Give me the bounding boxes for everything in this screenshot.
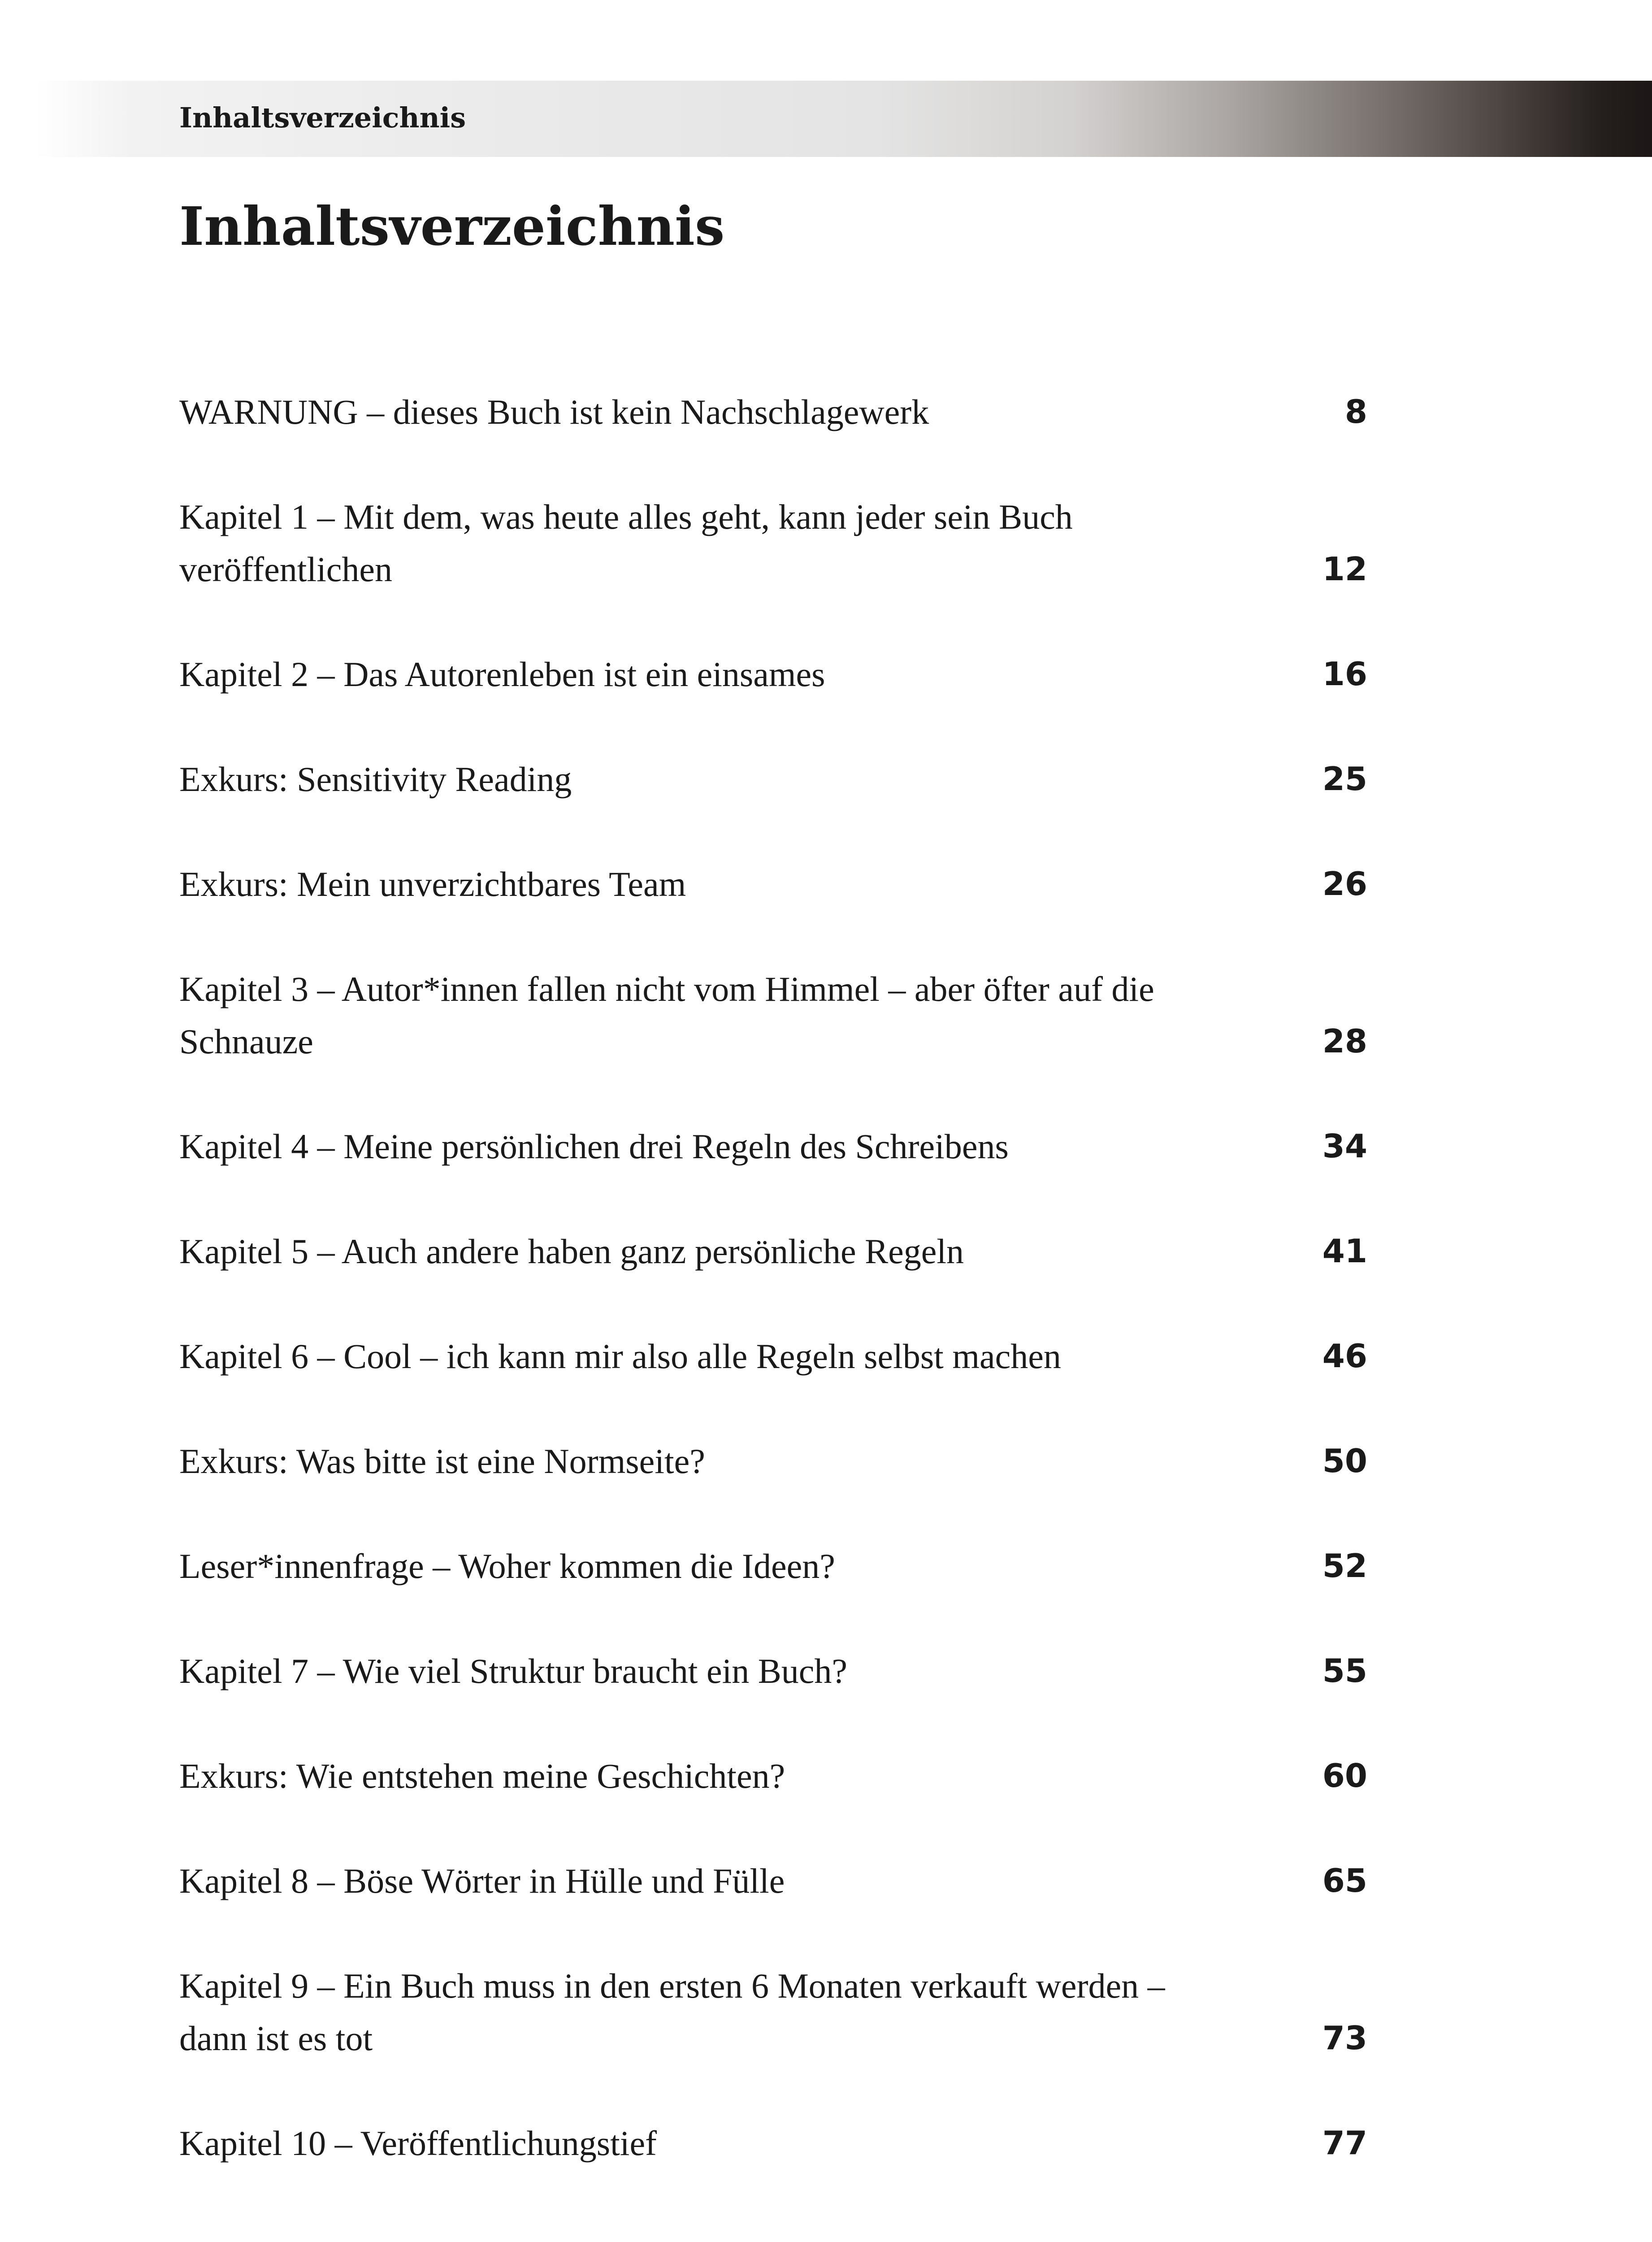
toc-entry-title <box>179 858 1291 910</box>
toc-entry-title-line: Kapitel 4 – Meine persönlichen drei Regeln des Schreibens <box>179 1127 1009 1166</box>
toc-entry-title-line: Schnauze <box>179 1022 313 1061</box>
toc-entry-title-line: Kapitel 7 – Wie viel Struktur braucht ein Buch? <box>179 1651 848 1690</box>
toc-entry-page-number: 52 <box>1322 1547 1367 1585</box>
toc-entry-page-number: 50 <box>1322 1442 1367 1480</box>
toc-entry-page-number: 12 <box>1322 550 1367 588</box>
toc-entry-page-number: 25 <box>1322 760 1367 798</box>
toc-entry <box>179 1540 1367 1592</box>
toc-entry-page-number: 8 <box>1344 393 1367 430</box>
toc-entry-title <box>179 2117 1291 2169</box>
toc-entry-title-line: Kapitel 9 – Ein Buch muss in den ersten 6 Monaten verkauft werden – <box>179 1966 1165 2005</box>
toc-entry <box>179 1645 1367 1697</box>
toc-entry-title <box>179 753 1291 805</box>
toc-entry-title <box>179 491 1291 595</box>
toc-entry-page-number: 73 <box>1322 2019 1367 2057</box>
toc-entry-title <box>179 1435 1291 1487</box>
toc-entry <box>179 1750 1367 1802</box>
toc-entry-page-number: 55 <box>1322 1652 1367 1690</box>
toc-entry-title-line: Kapitel 10 – Veröffentlichungstief <box>179 2124 657 2163</box>
toc-entry-title <box>179 648 1291 700</box>
toc-entry <box>179 753 1367 805</box>
toc-entry-title <box>179 1750 1291 1802</box>
toc-entry <box>179 1435 1367 1487</box>
toc-entry-title-line: Kapitel 8 – Böse Wörter in Hülle und Fülle <box>179 1861 785 1900</box>
toc-entry <box>179 1855 1367 1907</box>
toc-entry-page-number: 41 <box>1322 1232 1367 1270</box>
toc-entry-title <box>179 1540 1291 1592</box>
toc-entry-page-number: 65 <box>1322 1862 1367 1899</box>
toc-entry <box>179 491 1367 595</box>
toc-entry-title <box>179 386 1291 438</box>
toc-entry-title <box>179 1645 1291 1697</box>
toc-entry-page-number: 26 <box>1322 865 1367 903</box>
toc-entry-page-number: 16 <box>1322 655 1367 693</box>
running-header-title: Inhaltsverzeichnis <box>179 101 466 134</box>
toc-entry-title-line: dann ist es tot <box>179 2019 373 2058</box>
toc-entry-title-line: WARNUNG – dieses Buch ist kein Nachschlagewerk <box>179 392 929 431</box>
toc-entry <box>179 386 1367 438</box>
table-of-contents <box>179 0 1367 2242</box>
toc-entry-title-line: Kapitel 2 – Das Autorenleben ist ein einsames <box>179 655 825 694</box>
toc-entry <box>179 1960 1367 2064</box>
toc-entry <box>179 1330 1367 1382</box>
toc-entry-title-line: Exkurs: Wie entstehen meine Geschichten? <box>179 1756 785 1795</box>
toc-entry-page-number: 28 <box>1322 1022 1367 1060</box>
toc-entry <box>179 1120 1367 1173</box>
toc-entry-page-number: 34 <box>1322 1127 1367 1165</box>
toc-entry-title-line: Kapitel 1 – Mit dem, was heute alles geht, kann jeder sein Buch <box>179 497 1073 536</box>
toc-entry-page-number: 77 <box>1322 2124 1367 2162</box>
toc-entry-page-number: 60 <box>1322 1757 1367 1794</box>
toc-entry-title-line: Kapitel 6 – Cool – ich kann mir also alle Regeln selbst machen <box>179 1337 1061 1376</box>
toc-entry-title <box>179 1960 1291 2064</box>
toc-entry <box>179 2117 1367 2169</box>
toc-entry-title <box>179 1225 1291 1277</box>
page-title: Inhaltsverzeichnis <box>179 195 725 257</box>
toc-entry-title-line: veröffentlichen <box>179 550 393 589</box>
toc-entry-title-line: Leser*innenfrage – Woher kommen die Ideen? <box>179 1547 835 1586</box>
toc-entry-title-line: Kapitel 5 – Auch andere haben ganz persönliche Regeln <box>179 1232 964 1271</box>
toc-entry <box>179 858 1367 910</box>
toc-entry <box>179 963 1367 1068</box>
toc-entry <box>179 1225 1367 1277</box>
toc-entry-title <box>179 1120 1291 1173</box>
toc-entry-title-line: Exkurs: Sensitivity Reading <box>179 760 572 799</box>
toc-entry-title-line: Exkurs: Mein unverzichtbares Team <box>179 865 686 904</box>
toc-entry-title-line: Kapitel 3 – Autor*innen fallen nicht vom Himmel – aber öfter auf die <box>179 969 1154 1008</box>
toc-entry <box>179 648 1367 700</box>
toc-entry-title-line: Exkurs: Was bitte ist eine Normseite? <box>179 1442 705 1481</box>
toc-entry-title <box>179 1855 1291 1907</box>
toc-entry-page-number: 46 <box>1322 1337 1367 1375</box>
toc-entry-title <box>179 1330 1291 1382</box>
toc-entry-title <box>179 963 1291 1068</box>
